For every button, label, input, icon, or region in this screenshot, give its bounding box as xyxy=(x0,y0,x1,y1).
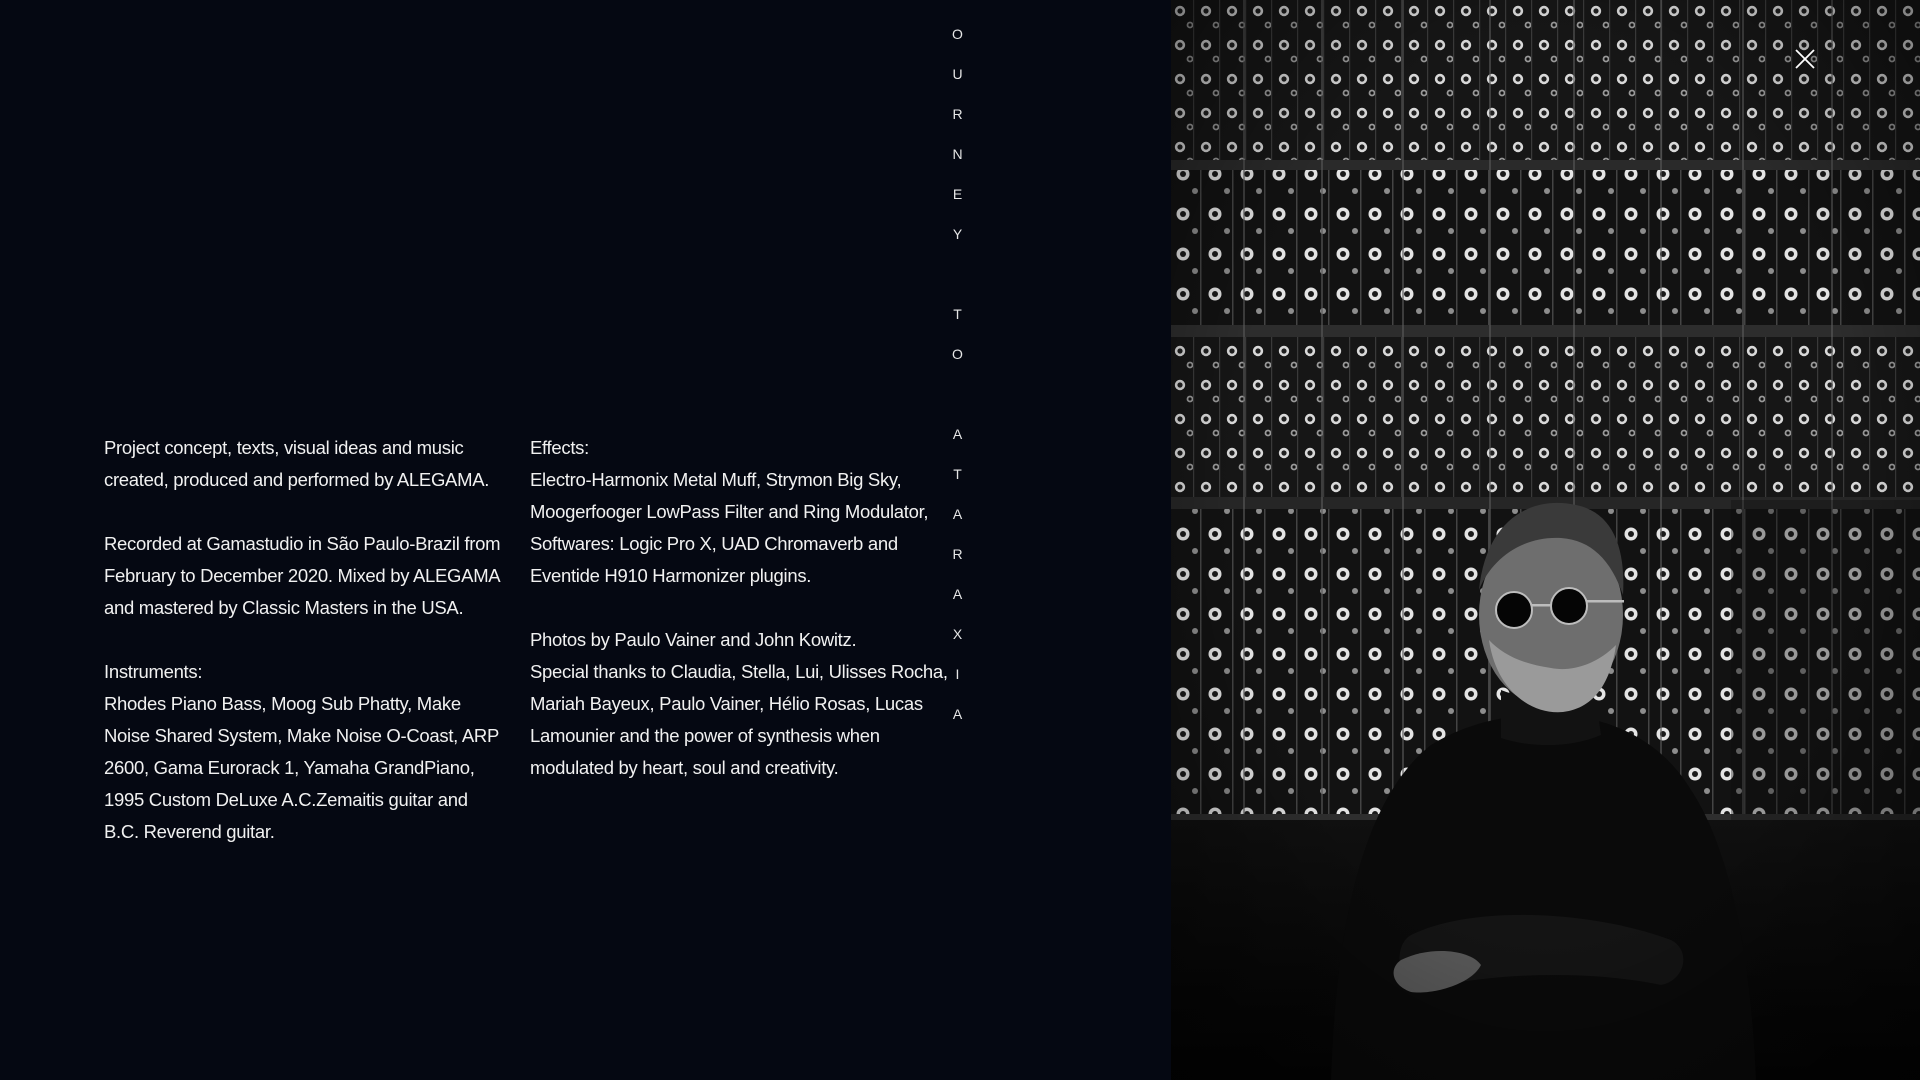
title-gap xyxy=(942,258,974,298)
title-letter: A xyxy=(952,426,964,442)
title-letter: U xyxy=(952,66,964,82)
credits-column-right xyxy=(530,432,950,848)
title-letter: I xyxy=(955,666,961,682)
concept-text: Project concept, texts, visual ideas and music created, produced and performed by ALEGAMA. xyxy=(104,437,490,490)
recording-text: Recorded at Gamastudio in São Paulo-Brazil from February to December 2020. Mixed by ALEGAMA and mastered by Classic Masters in the USA. xyxy=(104,533,501,618)
title-letter: R xyxy=(952,546,964,562)
credits-section xyxy=(104,432,950,848)
title-letter: A xyxy=(952,586,964,602)
title-letter: A xyxy=(952,706,964,722)
special-thanks-text: Special thanks to Claudia, Stella, Lui, Ulisses Rocha, Mariah Bayeux, Paulo Vainer, Hélio Rosas, Lucas Lamounier and the power of synthesis when modulated by heart, soul and creativity. xyxy=(530,661,948,778)
instruments-text: Rhodes Piano Bass, Moog Sub Phatty, Make Noise Shared System, Make Noise O-Coast, ARP 2600, Gama Eurorack 1, Yamaha GrandPiano, 1995 Custom DeLuxe A.C.Zemaitis guitar and B.C. Reverend guitar. xyxy=(104,693,499,842)
title-letter: T xyxy=(953,306,963,322)
effects-block xyxy=(530,432,950,592)
title-letter: E xyxy=(952,186,964,202)
title-letter: A xyxy=(952,506,964,522)
effects-heading: Effects: xyxy=(530,437,589,458)
title-letter: O xyxy=(952,346,964,362)
artist-photo xyxy=(1171,0,1920,1080)
photos-credit: Photos by Paulo Vainer and John Kowitz. xyxy=(530,629,857,650)
title-letter: Y xyxy=(952,226,964,242)
close-icon xyxy=(1790,44,1820,74)
close-button[interactable] xyxy=(1790,44,1820,74)
title-letter: R xyxy=(952,106,964,122)
title-gap xyxy=(942,378,974,418)
synthesizer-wall-portrait xyxy=(1171,0,1920,1080)
title-letter: O xyxy=(952,26,964,42)
title-letter: N xyxy=(952,146,964,162)
instruments-heading: Instruments: xyxy=(104,661,203,682)
effects-text: Electro-Harmonix Metal Muff, Strymon Big Sky, Moogerfooger LowPass Filter and Ring Modulator, Softwares: Logic Pro X, UAD Chromaverb and Eventide H910 Harmonizer plugins. xyxy=(530,469,929,586)
title-letter: X xyxy=(952,626,964,642)
thanks-block xyxy=(530,624,950,784)
instruments-block xyxy=(104,656,502,848)
title-letter: T xyxy=(953,466,963,482)
credits-column-left xyxy=(104,432,502,848)
vertical-title xyxy=(942,18,974,738)
